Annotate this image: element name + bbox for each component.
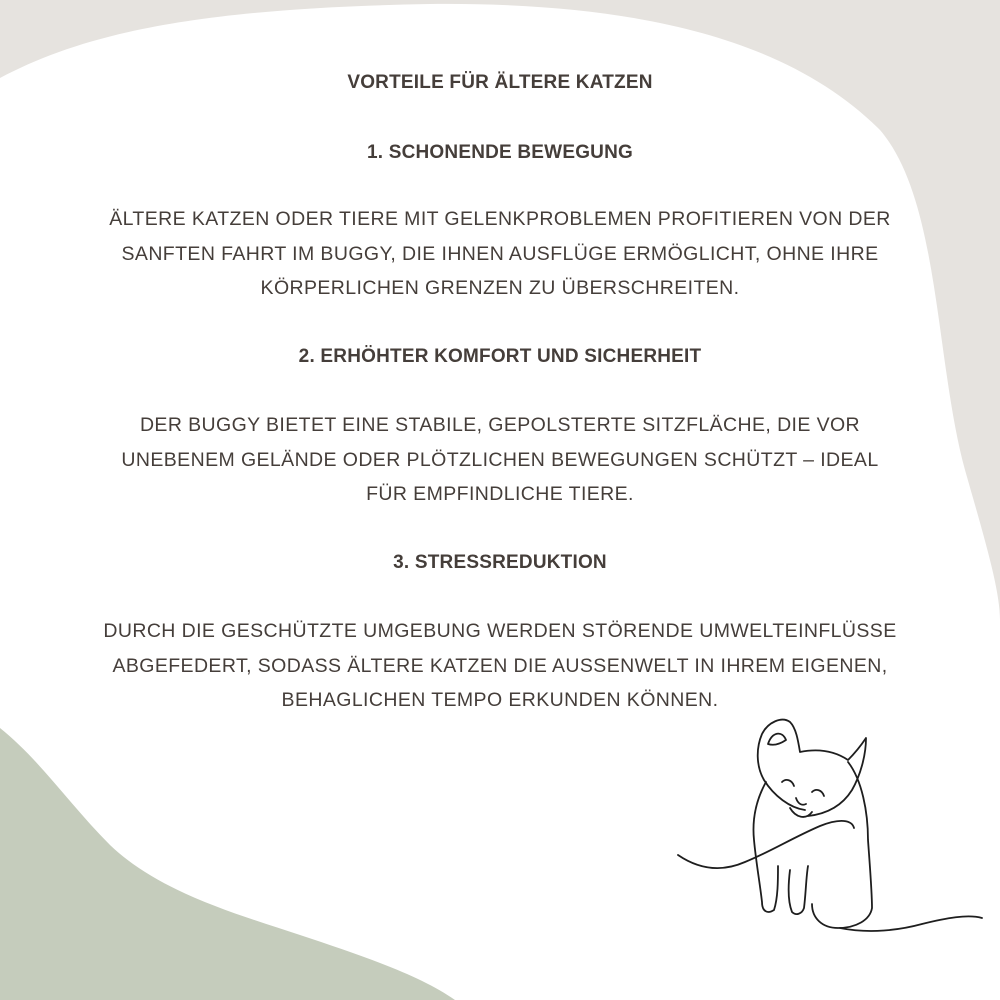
section-1-heading: 1. SCHONENDE BEWEGUNG xyxy=(366,142,633,163)
section-2-heading: 2. ERHÖHTER KOMFORT UND SICHERHEIT xyxy=(298,346,702,367)
page-title: VORTEILE FÜR ÄLTERE KATZEN xyxy=(347,72,653,93)
section-3-line-3: BEHAGLICHEN TEMPO ERKUNDEN KÖNNEN. xyxy=(281,689,719,711)
section-2-body xyxy=(0,408,1000,512)
section-2-line-2: UNEBENEM GELÄNDE ODER PLÖTZLICHEN BEWEGUNGEN SCHÜTZT – IDEAL xyxy=(121,448,879,471)
section-1-line-1: ÄLTERE KATZEN ODER TIERE MIT GELENKPROBLEMEN PROFITIEREN VON DER xyxy=(109,208,891,230)
section-1-line-3: KÖRPERLICHEN GRENZEN ZU ÜBERSCHREITEN. xyxy=(260,277,740,299)
section-1-body xyxy=(0,202,1000,306)
section-3-heading: 3. STRESSREDUKTION xyxy=(393,552,607,573)
section-2-line-3: FÜR EMPFINDLICHE TIERE. xyxy=(366,483,634,505)
section-2-line-1: DER BUGGY BIETET EINE STABILE, GEPOLSTERTE SITZFLÄCHE, DIE VOR xyxy=(139,414,861,436)
section-1-line-2: SANFTEN FAHRT IM BUGGY, DIE IHNEN AUSFLÜGE ERMÖGLICHT, OHNE IHRE xyxy=(121,242,879,265)
section-3-line-2: ABGEFEDERT, SODASS ÄLTERE KATZEN DIE AUSSENWELT IN IHREM EIGENEN, xyxy=(112,654,888,677)
cat-line-art-icon xyxy=(670,712,990,952)
section-3-body xyxy=(0,614,1000,718)
section-3-line-1: DURCH DIE GESCHÜTZTE UMGEBUNG WERDEN STÖRENDE UMWELTEINFLÜSSE xyxy=(103,620,897,642)
